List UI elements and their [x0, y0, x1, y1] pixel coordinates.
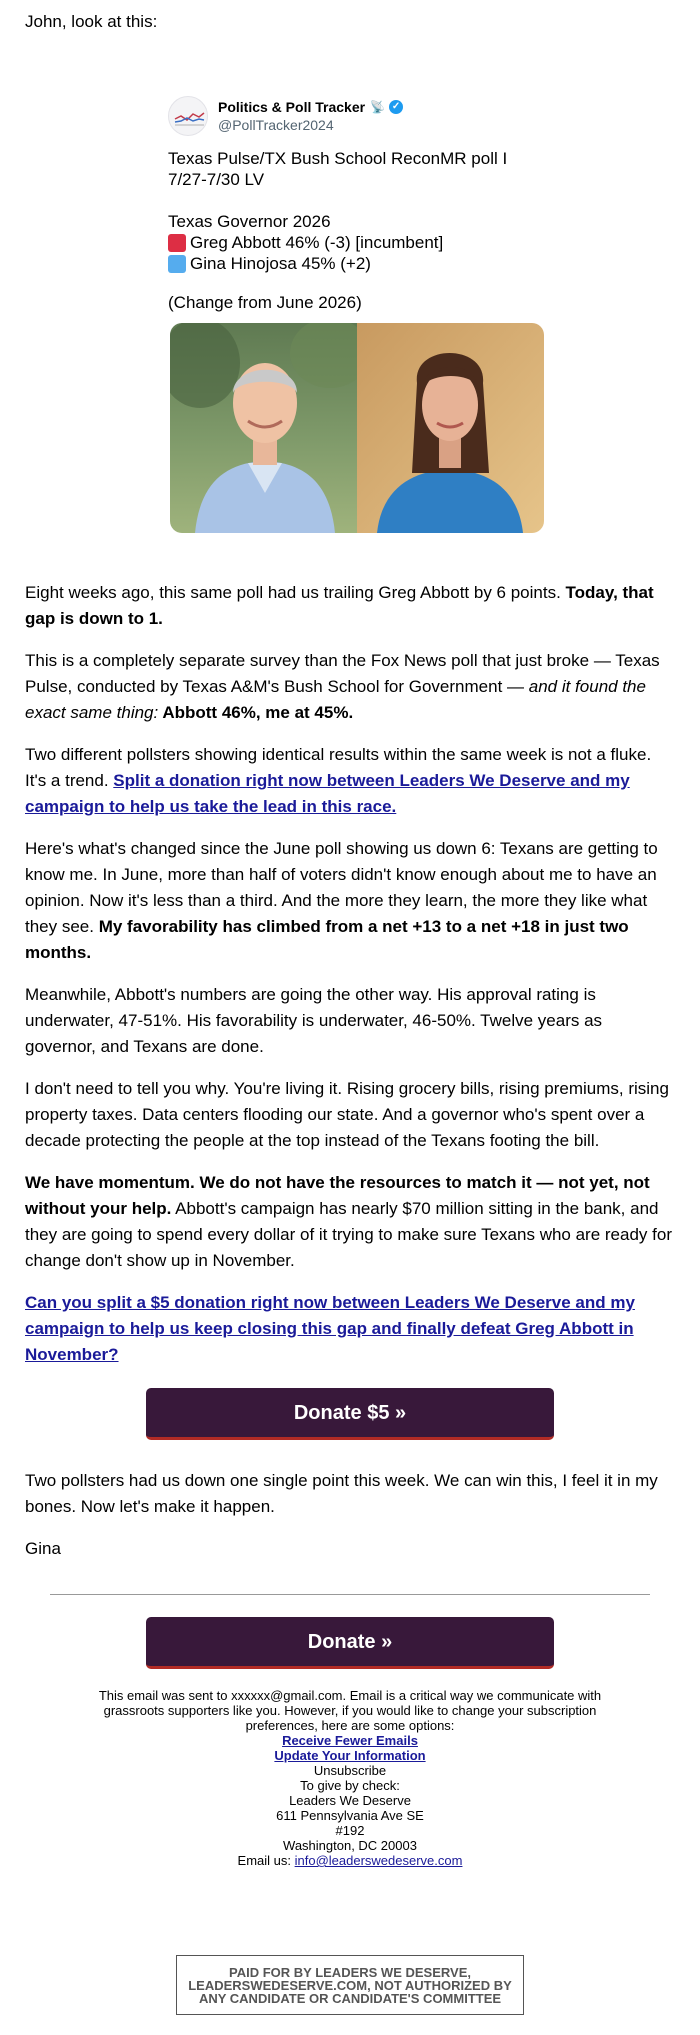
tweet-note: (Change from June 2026)	[168, 293, 362, 312]
paragraph	[25, 1290, 675, 1368]
poll-chart-logo-icon	[169, 97, 208, 136]
abbott-portrait	[170, 323, 357, 533]
update-information-link[interactable]: Update Your Information	[274, 1748, 426, 1763]
donate-five-link[interactable]: Can you split a $5 donation right now between Leaders We Deserve and my campaign to help us keep closing this gap and finally defeat Greg Abbott in November?	[25, 1293, 635, 1364]
contact-line: Email us: info@leaderswedeserve.com	[237, 1853, 463, 1868]
candidates-photo[interactable]	[170, 323, 544, 533]
tweet-race-title: Texas Governor 2026	[168, 212, 331, 231]
embedded-tweet[interactable]	[168, 96, 544, 313]
red-square-icon	[168, 234, 186, 252]
closing	[25, 1468, 675, 1578]
suite: #192	[335, 1823, 365, 1838]
account-handle[interactable]: @PollTracker2024	[218, 117, 334, 133]
unsubscribe-link[interactable]: Unsubscribe	[313, 1763, 387, 1778]
tweet-line: Texas Pulse/TX Bush School ReconMR poll I	[168, 149, 508, 168]
tweet-candidate-row	[168, 253, 544, 274]
city-state-zip: Washington, DC 20003	[283, 1838, 417, 1853]
donate-split-link[interactable]: Split a donation right now between Leaders We Deserve and my campaign to help us take the lead in this race.	[25, 771, 630, 816]
greeting: John, look at this:	[25, 12, 158, 31]
paragraph: Two pollsters had us down one single point this week. We can win this, I feel it in my bones. Now let's make it happen.	[25, 1471, 658, 1516]
blue-square-icon	[168, 255, 186, 273]
tweet-text	[168, 148, 544, 313]
check-intro: To give by check:	[300, 1778, 400, 1793]
footer	[70, 1688, 630, 1868]
signature: Gina	[25, 1539, 61, 1558]
tweet-line: 7/27-7/30 LV	[168, 170, 265, 189]
satellite-icon: 📡	[370, 100, 386, 114]
receive-fewer-emails-link[interactable]: Receive Fewer Emails	[282, 1733, 418, 1748]
paragraph: I don't need to tell you why. You're living it. Rising grocery bills, rising premiums, rising property taxes. Data centers flooding our state. And a governor who's spent over a decade protecting the people at the top instead of the Texans footing the bill.	[25, 1079, 669, 1150]
divider	[50, 1594, 650, 1595]
subscription-notice: This email was sent to xxxxxx@gmail.com. Email is a critical way we communicate with grassroots supporters like you. However, if you would like to change your subscription preferences, here are some options:	[98, 1688, 602, 1733]
tweet-candidate-row	[168, 232, 544, 253]
paragraph: Eight weeks ago, this same poll had us trailing Greg Abbott by 6 points. Today, that gap is down to 1.	[25, 583, 654, 628]
tweet-header	[168, 96, 544, 136]
email-body	[25, 580, 675, 1384]
verified-badge-icon: ✓	[389, 100, 403, 114]
candidate-result: Gina Hinojosa 45% (+2)	[190, 254, 371, 273]
street-address: 611 Pennsylvania Ave SE	[276, 1808, 424, 1823]
paid-for-disclaimer: PAID FOR BY LEADERS WE DESERVE, LEADERSWEDESERVE.COM, NOT AUTHORIZED BY ANY CANDIDATE OR CANDIDATE'S COMMITTEE	[176, 1955, 524, 2015]
donate-button[interactable]: Donate »	[146, 1617, 554, 1669]
donate-5-button[interactable]: Donate $5 »	[146, 1388, 554, 1440]
paragraph: We have momentum. We do not have the resources to match it — not yet, not without your help. Abbott's campaign has nearly $70 million sitting in the bank, and they are going to spend every dollar of it trying to make sure Texans who are ready for change don't show up in November.	[25, 1173, 672, 1270]
paragraph: Two different pollsters showing identical results within the same week is not a fluke. It's a trend. Split a donation right now between Leaders We Deserve and my campaign to help us take the lead in this race.	[25, 745, 652, 816]
account-name-row	[218, 98, 403, 116]
account-name[interactable]: Politics & Poll Tracker	[218, 99, 366, 115]
account-avatar[interactable]	[168, 96, 208, 136]
paragraph: Meanwhile, Abbott's numbers are going the other way. His approval rating is underwater, 47-51%. His favorability is underwater, 46-50%. Twelve years as governor, and Texans are done.	[25, 985, 603, 1056]
org-name: Leaders We Deserve	[289, 1793, 411, 1808]
hinojosa-portrait	[357, 323, 544, 533]
paragraph: Here's what's changed since the June poll showing us down 6: Texans are getting to know me. In June, more than half of voters didn't know enough about me to have an opinion. Now it's less than a third. And the more they learn, the more they like what they see. My favorability has climbed from a net +13 to a net +18 in just two months.	[25, 839, 658, 962]
contact-email-link[interactable]: info@leaderswedeserve.com	[294, 1853, 463, 1868]
paragraph: This is a completely separate survey than the Fox News poll that just broke — Texas Pulse, conducted by Texas A&M's Bush School for Government — and it found the exact same thing: Abbott 46%, me at 45%.	[25, 651, 660, 722]
candidate-result: Greg Abbott 46% (-3) [incumbent]	[190, 233, 444, 252]
